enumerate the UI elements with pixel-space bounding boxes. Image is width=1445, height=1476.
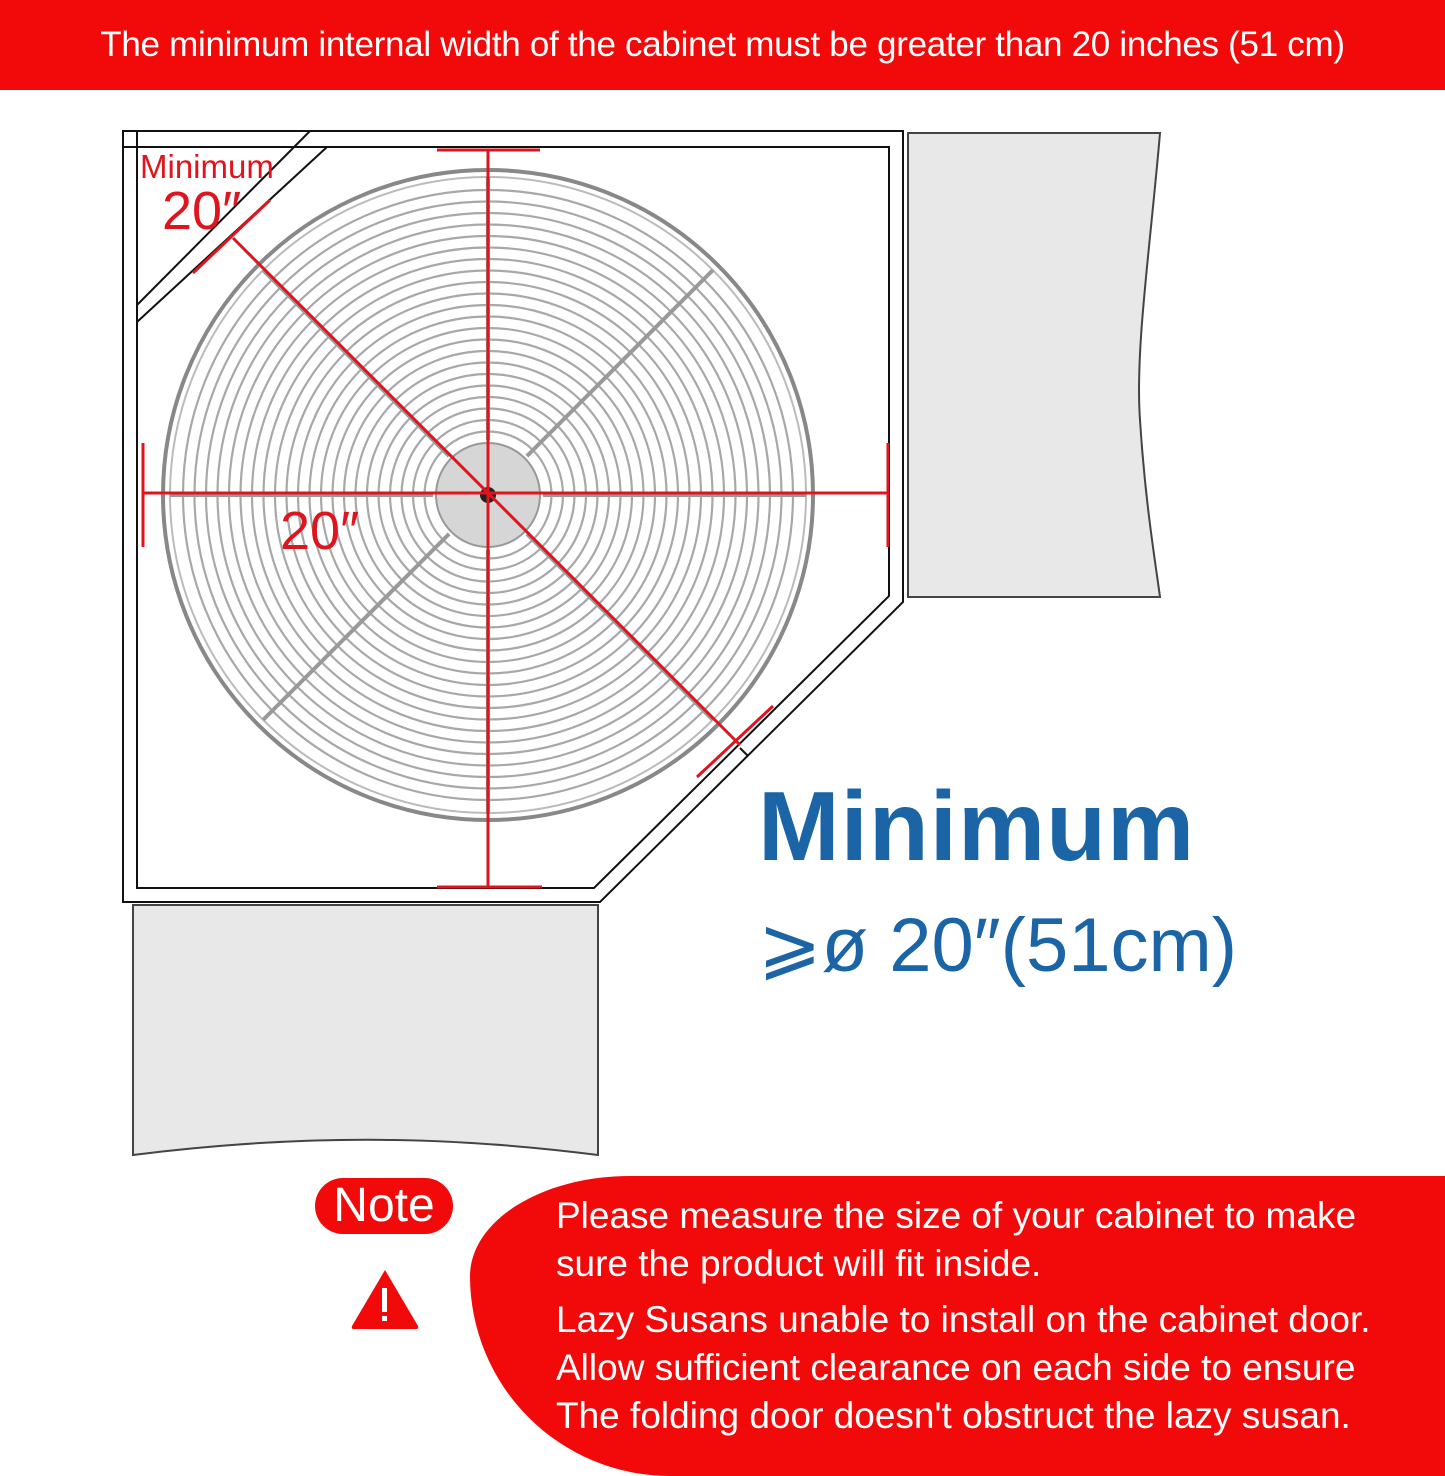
right-cabinet-panel (908, 133, 1160, 597)
corner-minimum-label: Minimum (140, 148, 274, 185)
note-line: Please measure the size of your cabinet to make (556, 1195, 1357, 1236)
bottom-cabinet-panel (133, 905, 598, 1155)
note-badge: Note (315, 1178, 453, 1234)
note-line: sure the product will fit inside. (556, 1243, 1042, 1284)
spec-diameter: ⩾ø 20″(51cm) (758, 903, 1238, 988)
top-banner: The minimum internal width of the cabinet must be greater than 20 inches (51 cm) (0, 0, 1445, 90)
note-line: Allow sufficient clearance on each side to ensure (556, 1347, 1356, 1388)
note-line: Lazy Susans unable to install on the cabinet door. (556, 1299, 1371, 1340)
note-line: The folding door doesn't obstruct the lazy susan. (556, 1395, 1351, 1436)
spec-heading: Minimum (758, 771, 1196, 881)
note-text (556, 1192, 1371, 1440)
warning-triangle-icon (350, 1268, 420, 1335)
corner-dimension-label: 20″ (162, 181, 242, 241)
width-dimension-label: 20″ (280, 501, 360, 561)
